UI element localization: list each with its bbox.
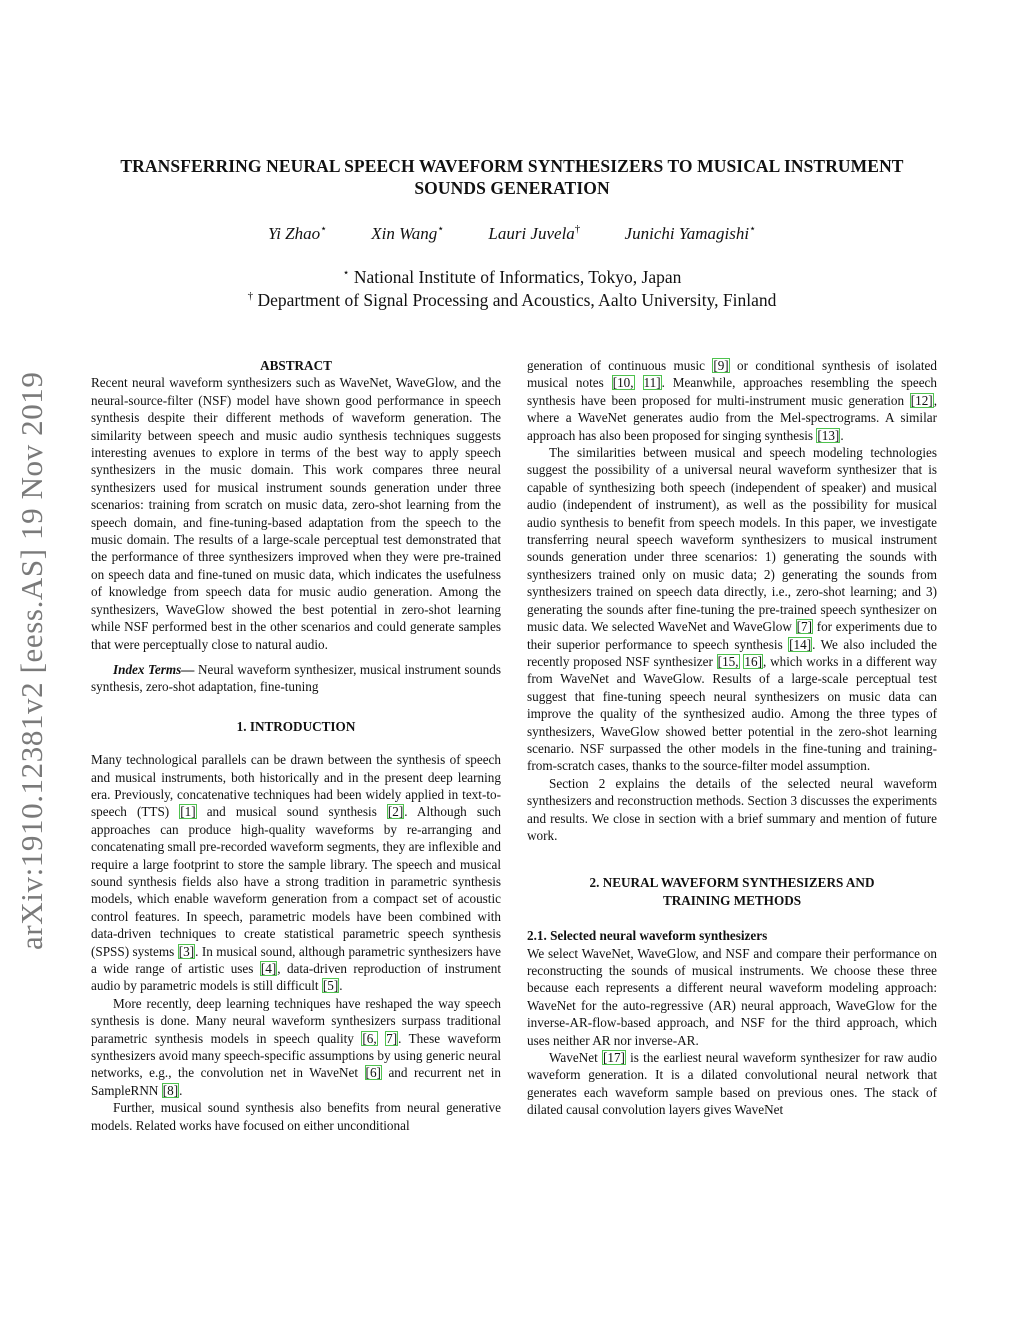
left-column (91, 357, 501, 1134)
citation-link[interactable]: [8] (162, 1082, 179, 1098)
citation-link[interactable]: [14] (789, 636, 812, 652)
citation-link[interactable]: [17] (602, 1050, 625, 1066)
citation-link[interactable]: 7] (386, 1030, 398, 1046)
paper-title: TRANSFERRING NEURAL SPEECH WAVEFORM SYNTHESIZERS TO MUSICAL INSTRUMENT SOUNDS GENERATION (120, 156, 904, 198)
author: Xin Wang⋆ (371, 223, 445, 243)
citation-link[interactable]: 16] (744, 653, 762, 669)
affiliation: † Department of Signal Processing and Acoustics, Aalto University, Finland (247, 290, 777, 310)
body-paragraph: The similarities between musical and speech modeling technologies suggest the possibility of a universal neural waveform synthesizer that is capable of synthesizing both speech (independent of speaker) and musical audio (independent of instrument), as well as the possibility for musical audio synthesis to benefit from speech models. In this paper, we investigate transferring neural speech waveform synthesizers to musical instrument sounds generation under three scenarios: 1) generating the sounds with synthesizers trained only on music data; 2) generating the sounds from synthesizers trained on speech data directly, i.e., zero-shot learning; and 3) generating the sounds after fine-tuning the pre-trained speech synthesizer on music data. We selected WaveNet and WaveGlow [7] for experiments due to their superior performance to speech synthesis [14]. We also included the recently proposed NSF synthesizer [15, 16], which works in a different way from WaveNet and WaveGlow. Results of a large-scale perceptual test suggest that fine-tuning speech neural synthesizers on music data can improve the quality of the synthesized audio. Among the three types of synthesizers, WaveGlow showed better potential in the zero-shot learning scenario. NSF surpassed the other models in the fine-tuning and training-from-scratch cases, thanks to the source-filter model assumption. (527, 445, 938, 774)
citation-link[interactable]: [15, (717, 653, 739, 669)
section-2-heading: 2. NEURAL WAVEFORM SYNTHESIZERS AND TRAINING METHODS (589, 875, 875, 908)
body-paragraph: generation of continuous music [9] or conditional synthesis of isolated musical notes [10, 11]. Meanwhile, approaches resembling the speech synthesis have been proposed for multi-instrument music generation [12], where a WaveNet generates audio from the Mel-spectrograms. A similar approach has also been proposed for singing synthesis [13]. (527, 358, 937, 443)
right-column (527, 357, 937, 1119)
citation-link[interactable]: [7] (796, 619, 812, 635)
arxiv-identifier: arXiv:1910.12381v2 [eess.AS] 19 Nov 2019 (14, 371, 49, 950)
citation-link[interactable]: 11] (643, 375, 661, 391)
body-paragraph: We select WaveNet, WaveGlow, and NSF and compare their performance on reconstructing the sounds of musical instruments. We choose these three because each represents a different neural waveform modeling approach: WaveNet for the auto-regressive (AR) neural approach, WaveGlow for the inverse-AR-flow-based approach, and NSF for the third approach, which uses neither AR nor inverse-AR. (527, 945, 937, 1048)
body-paragraph: Section 2 explains the details of the selected neural waveform synthesizers and reconstruction methods. Section 3 discusses the experiments and results. We close in section with a brief summary and mention of future work. (527, 775, 937, 843)
author: Lauri Juvela† (488, 223, 581, 243)
citation-link[interactable]: [5] (322, 978, 339, 994)
citation-link[interactable]: [2] (387, 804, 404, 820)
author: Yi Zhao⋆ (268, 223, 328, 243)
abstract-heading: ABSTRACT (260, 358, 332, 373)
citation-link[interactable]: [6, (362, 1030, 377, 1046)
author: Junichi Yamagishi⋆ (624, 223, 756, 243)
citation-link[interactable]: [10, (612, 375, 634, 391)
citation-link[interactable]: [6] (365, 1065, 381, 1081)
citation-link[interactable]: [13] (817, 427, 840, 443)
intro-paragraph: Many technological parallels can be drawn between the synthesis of speech and musical instruments, both historically and in the present deep learning era. Previously, concatenative techniques had been widely applied in text-to-speech (TTS) [1] and musical sound synthesis [2]. Although such approaches can produce high-quality waveforms by re-arranging and concatenating small pre-recorded waveform segments, they are inflexible and require a large footprint to store the sample library. The speech and musical sound synthesis fields also have a strong tradition in parametric synthesis models, which enable waveform generation from a compact set of acoustic control features. In speech, parametric models have been combined with data-driven techniques to create statistical parametric speech synthesis (SPSS) systems [3]. In musical sound, although parametric synthesizers have a wide range of artistic uses [4], data-driven reproduction of instrument audio by parametric models is still difficult [5]. (91, 752, 501, 994)
citation-link[interactable]: [12] (910, 392, 933, 408)
citation-link[interactable]: [1] (180, 804, 196, 820)
affiliation: ⋆ National Institute of Informatics, Tokyo, Japan (342, 266, 682, 287)
author-list (100, 222, 924, 244)
citation-link[interactable]: [4] (260, 961, 277, 976)
body-paragraph: WaveNet [17] is the earliest neural waveform synthesizer for raw audio waveform generation. It is a dilated convolutional neural network that generates each waveform sample based on previous ones. The stack of dilated causal convolution layers gives WaveNet (527, 1050, 937, 1118)
section-1-heading: 1. INTRODUCTION (236, 718, 356, 734)
intro-paragraph: More recently, deep learning techniques have reshaped the way speech synthesis is done. Many neural waveform synthesizers surpass traditional parametric synthesis models in speech quality [6, 7]. These waveform synthesizers avoid many speech-specific assumptions by using generic neural networks, e.g., the convolution net in WaveNet [6] and recurrent net in SampleRNN [8]. (91, 995, 502, 1098)
abstract-text: Recent neural waveform synthesizers such as WaveNet, WaveGlow, and the neural-source-filter (NSF) model have shown good performance in speech synthesis despite their different methods of waveform generation. The similarity between speech and music audio synthesis techniques suggests interesting avenues to explore in terms of the best way to apply speech synthesizers in the music domain. This work compares three neural synthesizers used for musical instrument sounds generation under three scenarios: training from scratch on music data, zero-shot learning from the speech domain, and fine-tuning-based adaptation from the speech to the music domain. The results of a large-scale perceptual test demonstrated that the performance of three synthesizers improved when they were pre-trained on speech data and fine-tuned on music data, which indicates the usefulness of knowledge from speech data for music audio generation. Among the synthesizers, WaveGlow showed the best potential in zero-shot learning while NSF performed best in the other scenarios and could generate samples that were perceptually close to natural audio. (91, 375, 501, 652)
index-terms: Index Terms— Neural waveform synthesizer, musical instrument sounds synthesis, zero-shot adaptation, fine-tuning (91, 661, 501, 695)
citation-link[interactable]: [3] (178, 943, 195, 959)
subsection-2-1-heading: 2.1. Selected neural waveform synthesizers (527, 928, 768, 944)
citation-link[interactable]: [9] (713, 358, 729, 373)
intro-paragraph: Further, musical sound synthesis also benefits from neural generative models. Related works have focused on either unconditional (91, 1100, 501, 1133)
